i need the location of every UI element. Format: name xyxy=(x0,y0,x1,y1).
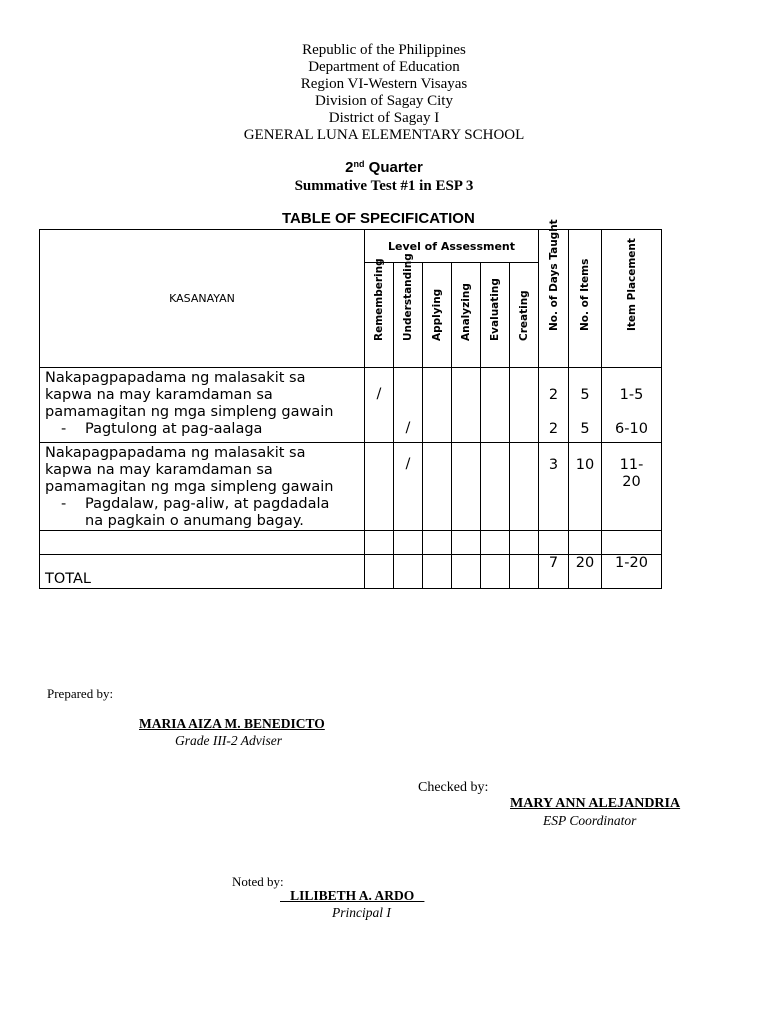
prepared-by-name: MARIA AIZA M. BENEDICTO xyxy=(139,716,325,731)
competency-cell: Nakapagpapadama ng malasakit sa kapwa na may karamdaman sa pamamagitan ng mga simpleng gawain - Pagdalaw, pag-aliw, at pagdadala na pagkain o anumang bagay. xyxy=(40,442,365,530)
mark-remembering: / xyxy=(365,368,394,442)
table-row xyxy=(40,530,662,554)
noted-by-role: Principal I xyxy=(332,905,391,920)
level-applying: Applying xyxy=(423,263,452,368)
noted-by-label: Noted by: xyxy=(232,874,284,889)
level-of-assessment-header: Level of Assessment xyxy=(365,230,539,263)
days-cell: 2 2 xyxy=(539,368,569,442)
total-placement: 1-20 xyxy=(602,554,662,588)
days-cell: 3 xyxy=(539,442,569,530)
level-remembering: Remembering xyxy=(365,263,394,368)
total-items: 20 xyxy=(569,554,602,588)
quarter-number: 2 xyxy=(345,159,354,176)
level-understanding: Understanding xyxy=(394,263,423,368)
checked-by-label: Checked by: xyxy=(418,780,489,795)
kasanayan-header: KASANAYAN xyxy=(40,230,365,368)
checked-by-role: ESP Coordinator xyxy=(543,813,637,828)
level-analyzing: Analyzing xyxy=(452,263,481,368)
checked-by-name: MARY ANN ALEJANDRIA xyxy=(510,796,681,811)
mark-understanding: / xyxy=(394,442,423,530)
items-header: No. of Items xyxy=(569,230,602,368)
specification-table xyxy=(39,219,662,589)
prepared-by-label: Prepared by: xyxy=(47,686,114,701)
days-taught-header: No. of Days Taught xyxy=(539,230,569,368)
table-row xyxy=(40,368,662,442)
quarter-title xyxy=(0,159,768,176)
total-row xyxy=(40,554,662,588)
placement-cell: 11- 20 xyxy=(602,442,662,530)
placement-cell: 1-5 6-10 xyxy=(602,368,662,442)
test-subtitle: Summative Test #1 in ESP 3 xyxy=(294,178,474,194)
total-days: 7 xyxy=(539,554,569,588)
header-republic: Republic of the Philippines xyxy=(302,42,466,58)
level-evaluating: Evaluating xyxy=(481,263,510,368)
header-division: Division of Sagay City xyxy=(315,93,453,109)
items-cell: 5 5 xyxy=(569,368,602,442)
prepared-by-role: Grade III-2 Adviser xyxy=(175,733,282,748)
quarter-suffix: nd xyxy=(353,159,365,169)
mark-understanding: / xyxy=(394,368,423,442)
total-label: TOTAL xyxy=(40,554,365,588)
competency-cell: Nakapagpapadama ng malasakit sa kapwa na may karamdaman sa pamamagitan ng mga simpleng gawain - Pagtulong at pag-aalaga xyxy=(40,368,365,442)
quarter-word: Quarter xyxy=(368,159,423,176)
header-region: Region VI-Western Visayas xyxy=(300,76,468,92)
header-school: GENERAL LUNA ELEMENTARY SCHOOL xyxy=(243,127,525,143)
header-department: Department of Education xyxy=(308,59,460,75)
table-title: TABLE OF SPECIFICATION xyxy=(282,210,475,227)
items-cell: 10 xyxy=(569,442,602,530)
placement-header: Item Placement xyxy=(602,230,662,368)
noted-by-name: LILIBETH A. ARDO xyxy=(280,888,425,903)
table-row xyxy=(40,442,662,530)
header-district: District of Sagay I xyxy=(328,110,440,126)
document-header xyxy=(0,42,768,144)
level-creating: Creating xyxy=(510,263,539,368)
